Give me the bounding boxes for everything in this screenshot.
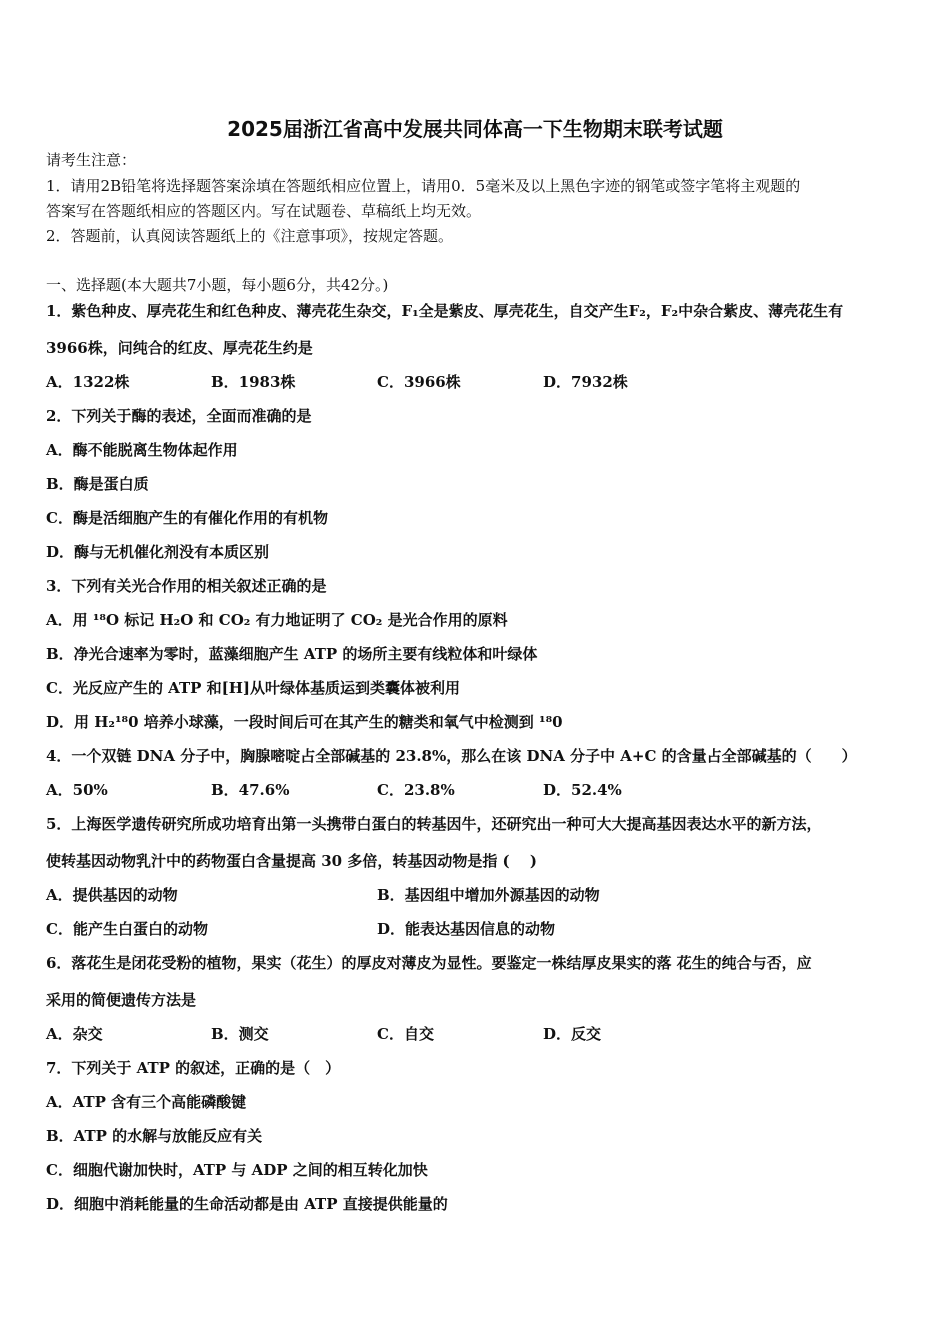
question-5-option-c: C．能产生白蛋白的动物 — [46, 920, 208, 938]
question-2-stem: 2．下列关于酶的表述，全面而准确的是 — [46, 407, 312, 425]
question-6-option-a: A．杂交 — [46, 1025, 103, 1043]
question-5-stem: 使转基因动物乳汁中的药物蛋白含量提高 30 多倍，转基因动物是指 ( ) — [46, 852, 537, 870]
question-1-option-a: A．1322株 — [46, 373, 130, 391]
question-3-option-a: A．用 ¹⁸O 标记 H₂O 和 CO₂ 有力地证明了 CO₂ 是光合作用的原料 — [46, 611, 508, 629]
question-1-stem: 1．紫色种皮、厚壳花生和红色种皮、薄壳花生杂交，F₁全是紫皮、厚壳花生，自交产生F₂，F₂中杂合紫皮、薄壳花生有 — [46, 302, 844, 320]
notice-heading: 请考生注意： — [46, 151, 137, 169]
question-6-stem: 采用的简便遗传方法是 — [46, 991, 197, 1009]
question-5-option-a: A．提供基因的动物 — [46, 886, 178, 904]
question-6-option-b: B．测交 — [211, 1025, 269, 1043]
question-7-option-d: D．细胞中消耗能量的生命活动都是由 ATP 直接提供能量的 — [46, 1195, 448, 1213]
question-3-option-b: B．净光合速率为零时，蓝藻细胞产生 ATP 的场所主要有线粒体和叶绿体 — [46, 645, 538, 663]
question-6-option-c: C．自交 — [377, 1025, 434, 1043]
question-3-option-c: C．光反应产生的 ATP 和[H]从叶绿体基质运到类囊体被利用 — [46, 679, 461, 697]
question-1-stem: 3966株，问纯合的红皮、厚壳花生约是 — [46, 339, 313, 357]
question-7-option-c: C．细胞代谢加快时，ATP 与 ADP 之间的相互转化加快 — [46, 1161, 428, 1179]
question-1-option-c: C．3966株 — [377, 373, 461, 391]
question-6-stem: 6．落花生是闭花受粉的植物，果实（花生）的厚皮对薄皮为显性。要鉴定一株结厚皮果实的落 花生的纯合与否，应 — [46, 954, 812, 972]
notice-line: 2．答题前，认真阅读答题纸上的《注意事项》，按规定答题。 — [46, 227, 454, 245]
notice-line: 1．请用2B铅笔将选择题答案涂填在答题纸相应位置上，请用0．5毫米及以上黑色字迹的钢笔或签字笔将主观题的 — [46, 177, 801, 195]
question-7-stem: 7．下列关于 ATP 的叙述，正确的是（ ） — [46, 1059, 341, 1077]
question-4-option-d: D．52.4% — [543, 781, 622, 799]
question-3-stem: 3．下列有关光合作用的相关叙述正确的是 — [46, 577, 327, 595]
question-2-option-a: A．酶不能脱离生物体起作用 — [46, 441, 238, 459]
question-4-option-c: C．23.8% — [377, 781, 455, 799]
question-4-option-b: B．47.6% — [211, 781, 290, 799]
question-7-option-b: B．ATP 的水解与放能反应有关 — [46, 1127, 263, 1145]
question-2-option-d: D．酶与无机催化剂没有本质区别 — [46, 543, 270, 561]
exam-title: 2025届浙江省高中发展共同体高一下生物期末联考试题 — [227, 117, 723, 141]
question-5-stem: 5．上海医学遗传研究所成功培育出第一头携带白蛋白的转基因牛，还研究出一种可大大提高基因表达水平的新方法， — [46, 815, 822, 833]
question-4-stem: 4．一个双链 DNA 分子中，胸腺嘧啶占全部碱基的 23.8%，那么在该 DNA 分子中 A+C 的含量占全部碱基的（ ） — [46, 747, 857, 765]
question-5-option-b: B．基因组中增加外源基因的动物 — [377, 886, 600, 904]
question-7-option-a: A．ATP 含有三个高能磷酸键 — [46, 1093, 247, 1111]
question-1-option-b: B．1983株 — [211, 373, 296, 391]
question-2-option-c: C．酶是活细胞产生的有催化作用的有机物 — [46, 509, 328, 527]
question-2-option-b: B．酶是蛋白质 — [46, 475, 149, 493]
notice-line: 答案写在答题纸相应的答题区内。写在试题卷、草稿纸上均无效。 — [46, 202, 482, 220]
question-5-option-d: D．能表达基因信息的动物 — [377, 920, 556, 938]
question-6-option-d: D．反交 — [543, 1025, 602, 1043]
question-4-option-a: A．50% — [46, 781, 108, 799]
question-3-option-d: D．用 H₂¹⁸0 培养小球藻，一段时间后可在其产生的糖类和氧气中检测到 ¹⁸0 — [46, 713, 563, 731]
question-1-option-d: D．7932株 — [543, 373, 628, 391]
section-heading: 一、选择题(本大题共7小题，每小题6分，共42分。) — [46, 276, 389, 294]
